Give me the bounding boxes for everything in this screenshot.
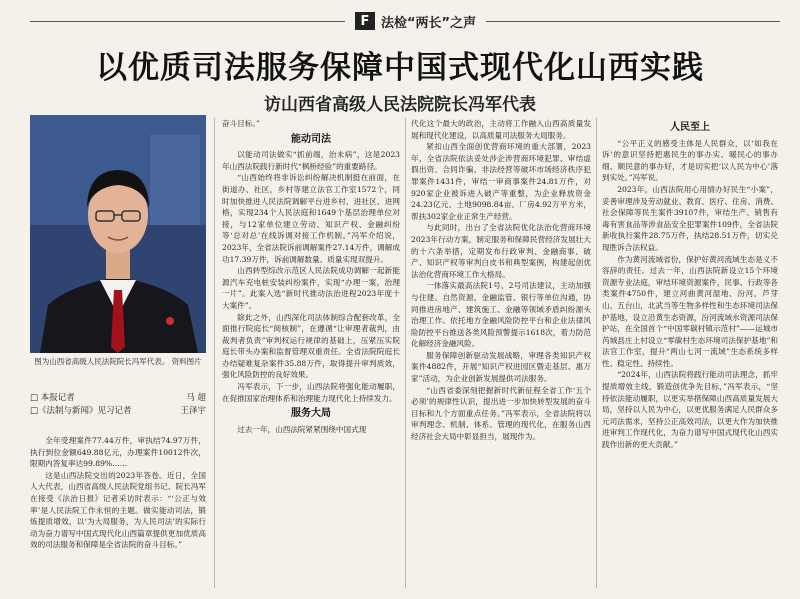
column-divider bbox=[596, 118, 597, 588]
photo-caption: 图为山西省高级人民法院院长冯军代表。 资料图片 bbox=[34, 357, 202, 366]
article-column-1 bbox=[30, 435, 206, 590]
subheadline: 访山西省高级人民法院院长冯军代表 bbox=[264, 95, 536, 115]
reporter-name: 王泽宇 bbox=[180, 406, 206, 416]
section-masthead bbox=[30, 10, 780, 32]
paragraph: 奋斗目标。” bbox=[222, 119, 261, 128]
column-divider bbox=[214, 118, 215, 588]
portrait-photo bbox=[30, 115, 206, 353]
paragraph: “山西省委深刻把握新时代新征程全省工作‘五个必须’的规律性认识，提出进一步加快转型发展的奋斗目标和九个方面重点任务。”冯军表示，全省法院将以审判理念、机制、体系、管理的现代化，在服务山西经济社会大局中彰显担当，展现作为。 bbox=[411, 385, 591, 442]
section-heading: 能动司法 bbox=[291, 133, 331, 145]
portrait-illustration bbox=[30, 115, 206, 353]
reporter-credits bbox=[30, 392, 206, 418]
paragraph: 服务保障创新驱动发展战略，审理各类知识产权案件4882件，开展“知识产权进园区暨走基层、惠万家”活动，为企业创新发展提供司法服务。 bbox=[411, 350, 591, 384]
paragraph: 以能动司法做实“抓前端，治未病”，这是2023年山西法院践行新时代“枫桥经验”的重要路径。 bbox=[222, 150, 400, 171]
section-label: 法检“两长”之声 bbox=[381, 15, 477, 31]
paragraph: 山西转型综改示范区人民法院成功调解一起新能源汽车充电桩安装纠纷案件，实现“办理一案，治理一片”。此案入选“新时代推动法治进程2023年度十大案件”。 bbox=[222, 266, 400, 310]
article-column-2 bbox=[222, 118, 400, 596]
paragraph: 这是山西法院交出的2023年答卷。近日，全国人大代表，山西省高级人民法院党组书记、院长冯军在接受《法治日报》记者采访时表示：“‘公正与效率’是人民法院工作永恒的主题。做实能动司法，锻炼提质增效，以‘为大局服务，为人民司法’的实际行动为奋力谱写中国式现代化山西篇章提供更加优质高效的司法服务和保障是全省法院的奋斗目标。” bbox=[30, 470, 206, 550]
section-heading: 服务大局 bbox=[291, 408, 331, 420]
reporter-row bbox=[30, 405, 206, 418]
paragraph: “山西始终将非诉讼纠纷解决机制挺在前面，在街道办、社区，乡村等建立法官工作室1572个，同时加快推进人民法院调解平台进乡村、进社区、进网格，实现234个人民法庭和1649个基层治理单位对接，与12家单位建立劳动、知识产权、金融纠纷等‘总对总’在线诉调对接工作机制。”冯军介绍说，2023年，全省法院诉前调解案件27.14万件，调解成功17.39万件，诉前调解数量、质量实现双提升。 bbox=[222, 173, 400, 264]
paragraph: “公平正义的感受主体是人民群众，以‘如我在诉’的意识坚持把惠民生的事办实、暖民心的事办细、顺民意的事办好，才是切实把‘以人民为中心’落到实处。”冯军说。 bbox=[602, 138, 778, 183]
paragraph: 冯军表示，下一步，山西法院将强化能动履职，在促推国家治理体系和治理能力现代化上持续发力。 bbox=[222, 382, 400, 403]
article-column-3 bbox=[411, 118, 591, 596]
paragraph: 一体落实最高法院1号、2号司法建议，主动加强与住建、自然资源、金融监管、银行等单位沟通，协同推进房地产、建筑施工、金融等领域矛盾纠纷源头治理工作。依托地方金融风险防控平台和企业法律风险防控平台推送各类风险预警提示1618次，着力防范化解经济金融风险。 bbox=[411, 281, 591, 349]
fl-logo-icon: F bbox=[355, 12, 375, 30]
paragraph: 与此同时，出台了全省法院优化法治化营商环境2023年行动方案，制定服务和保障民营经济发展壮大的十六条举措，定期发布行政审判、金融商事、破产、知识产权等审判白皮书和典型案例，构建起创优法治化营商环境工作大格局。 bbox=[411, 223, 591, 279]
paragraph: 2023年，山西法院用心用情办好民生“小案”，妥善审理涉及劳动就业、教育、医疗、住房、消费、社会保障等民生案件39107件，审结生产、销售有毒有害食品等涉食品安全犯罪案件109件，全省法院新收执行案件28.75万件，执结28.51万件，切实兑现胜诉合法权益。 bbox=[602, 184, 778, 252]
reporter-name: 马 超 bbox=[186, 393, 206, 403]
column-divider bbox=[405, 118, 406, 588]
paragraph: 过去一年，山西法院紧紧围绕中国式现 bbox=[237, 424, 367, 434]
paragraph: 紧扣山西全面创优营商环境的重大部署，2023年，全省法院依法妥处涉企涉营商环境犯罪、审结虚假出资、合同诈骗、非法经营等破坏市场经济秩序犯罪案件1431件，审结一审商事案件24.81万件，对920家企业被诉进入破产等重整，为企业释放资金24.23亿元、土地9098.84亩、厂房4.92万平方米，帮扶302家企业正常生产经营。 bbox=[411, 142, 591, 221]
article-column-4 bbox=[602, 118, 778, 596]
paragraph: 除此之外，山西深化司法体制综合配套改革，全面推行院庭长“阅核制”，在遵循“让审理者裁判，由裁判者负责”审判权运行规律的基础上，压紧压实院庭长带头办案和监督管理双重责任。全省法院院庭长办结疑难复杂案件35.88万件，取得提升审判质效，强化风险防控的良好效果。 bbox=[222, 312, 400, 380]
paragraph: 作为黄河流域省份，保护好黄河流域生态是义不容辞的责任。过去一年，山西法院新设立15个环境资源专业法庭，审结环境资源案件，民事、行政等各类案件4750件，建立河曲黄河湿地、汾河，芦芽山、五台山，北武当等生物多样性和生态环境司法保护基地，设立沿黄生态资源，汾河流域水资源司法保护站，在全国首个“中国零碳村镇示范村”——运城市芮城县庄上村设立“零碳村生态环境司法保护基地”和法官工作室，提升“两山七河一流域”生态系统多样性、稳定性、持续性。 bbox=[602, 254, 778, 368]
reporter-role: □《法制与新闻》见习记者 bbox=[30, 406, 132, 416]
headline: 以优质司法服务保障中国式现代化山西实践 bbox=[96, 50, 704, 86]
paragraph: “2024年，山西法院将践行能动司法理念，抓牢提质增效主线，锻造创优争先目标，”冯军表示，“坚持依法能动履职，以更实举措保障山西高质量发展大局，坚持以人民为中心，以更优服务满足人民群众多元司法需求，坚持公正高效司法，以更大作为加快推进审判工作现代化，为奋力谱写中国式现代化山西实践作出新的更大贡献。” bbox=[602, 370, 778, 450]
paragraph: 全年受理案件77.44万件，审执结74.97万件，执行到位金额649.88亿元，办理案件10012件次，限期内答复率达99.89%…… bbox=[30, 436, 206, 469]
section-tag bbox=[345, 10, 486, 32]
paragraph: 代化这个最大的政治，主动将工作融入山西高质量发展和现代化建设，以高质量司法服务大局服务。 bbox=[411, 119, 591, 140]
reporter-row bbox=[30, 392, 206, 405]
section-heading: 人民至上 bbox=[670, 122, 710, 133]
reporter-role: □ 本报记者 bbox=[30, 393, 75, 403]
